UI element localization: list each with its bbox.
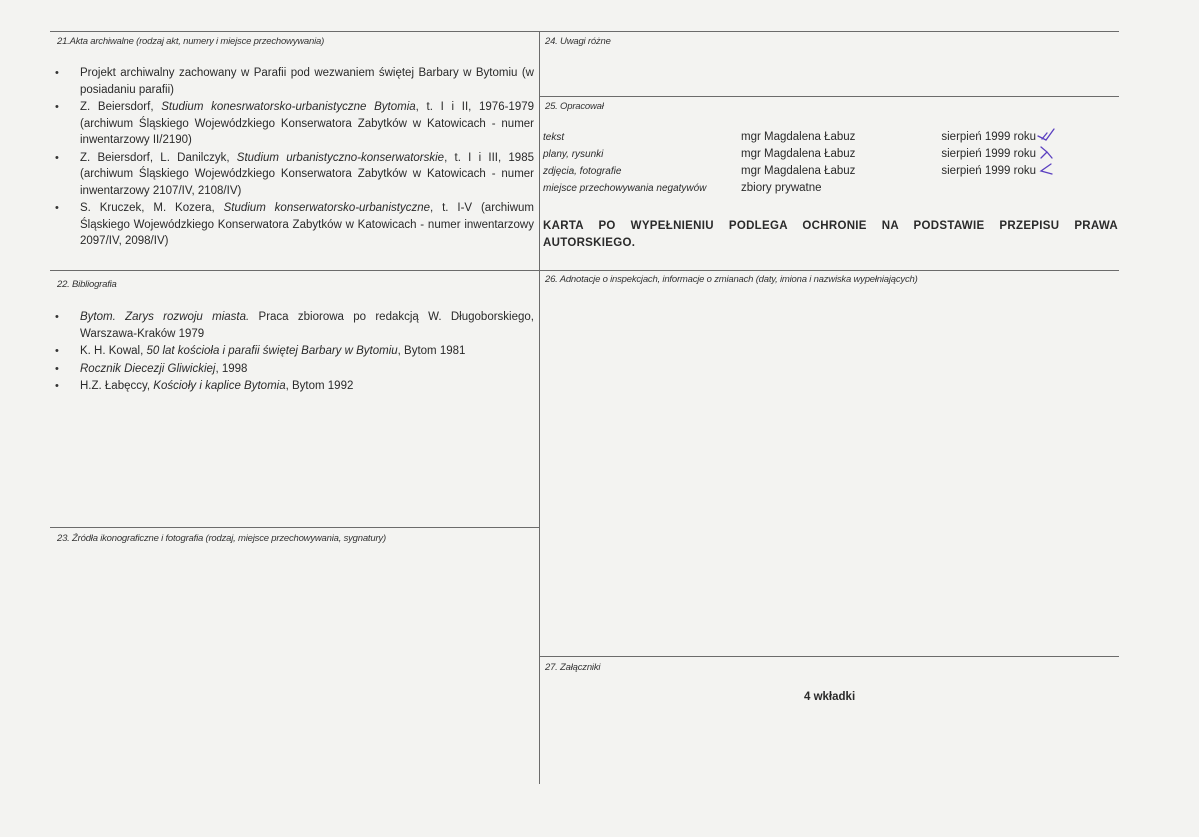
title-italic: Rocznik Diecezji Gliwickiej <box>80 362 216 375</box>
list-item <box>52 99 534 149</box>
text: K. H. Kowal, <box>80 345 147 357</box>
title-italic: Studium konesrwatorsko-urbanistyczne Bytomia <box>161 101 416 113</box>
section-24-header: 24. Uwagi różne <box>545 36 611 47</box>
title-italic: Studium konserwatorsko-urbanistyczne <box>223 202 430 214</box>
title-italic: Studium urbanistyczno-konserwatorskie <box>236 151 445 164</box>
title-italic: Bytom. Zarys rozwoju miasta. <box>80 311 250 323</box>
section-27-header: 27. Załączniki <box>545 662 601 673</box>
section-22-header: 22. Bibliografia <box>57 279 117 290</box>
list-item <box>52 361 534 378</box>
author-name: zbiory prywatne <box>741 182 822 194</box>
text: , Bytom 1981 <box>397 345 466 357</box>
author-name: mgr Magdalena Łabuz <box>741 165 856 177</box>
section-22-list <box>52 309 534 395</box>
attachments-value: 4 wkładki <box>804 691 856 703</box>
author-role-label: plany, rysunki <box>543 149 604 160</box>
text: Z. Beiersdorf, L. Danilczyk, <box>80 151 237 164</box>
section-21-header: 21.Akta archiwalne (rodzaj akt, numery i miejsce przechowywania) <box>57 36 325 47</box>
title-italic: Kościoły i kaplice Bytomia <box>153 380 286 392</box>
rule-s27-top <box>540 656 1119 657</box>
section-26-header: 26. Adnotacje o inspekcjach, informacje o zmianach (daty, imiona i nazwiska wypełniających) <box>545 274 918 285</box>
initials-mark-icon <box>1037 144 1055 160</box>
section-21-list <box>52 65 534 250</box>
text: , t. I i II, 1976-1979 (archiwum Śląskiego Wojewódzkiego Konserwatora Zabytków w Katowicach - numer inwentarzowy II/2190) <box>80 101 535 146</box>
text: , t. I-V (archiwum Śląskiego Wojewódzkiego Konserwatora Zabytków w Katowicach - numer inwentarzowy 2097/IV, 2098/IV) <box>80 202 534 247</box>
rule-s25-top <box>540 96 1119 97</box>
list-item <box>52 150 534 200</box>
copyright-note <box>543 218 1118 252</box>
author-name: mgr Magdalena Łabuz <box>741 131 856 143</box>
rule-s24-top <box>540 31 1119 32</box>
rule-s22-top <box>50 270 540 271</box>
text: , Bytom 1992 <box>285 380 354 392</box>
rule-column-divider <box>539 31 540 784</box>
text: Praca zbiorowa po redakcją W. Długoborskiego, Warszawa-Kraków 1979 <box>80 311 534 340</box>
author-role-label: tekst <box>543 132 565 143</box>
rule-s23-top <box>50 527 540 528</box>
text: , t. I i III, 1985 (archiwum Śląskiego Wojewódzkiego Konserwatora Zabytków w Katowicach - numer inwentarzowy 2107/IV, 2108/IV) <box>80 151 534 197</box>
author-role-label: miejsce przechowywania negatywów <box>543 183 707 194</box>
list-item <box>52 309 534 342</box>
initials-mark-icon <box>1037 161 1055 177</box>
copyright-note-text: KARTA PO WYPEŁNIENIU PODLEGA OCHRONIE NA PODSTAWIE PRZEPISU PRAWA AUTORSKIEGO. <box>543 220 1118 249</box>
section-23-header: 23. Źródła ikonograficzne i fotografia (rodzaj, miejsce przechowywania, sygnatury) <box>57 533 386 544</box>
text: Z. Beiersdorf, <box>80 101 162 113</box>
section-25-header: 25. Opracował <box>545 101 604 112</box>
list-item <box>52 378 534 395</box>
rule-s21-top <box>50 31 540 32</box>
author-name: mgr Magdalena Łabuz <box>741 148 856 160</box>
text: , 1998 <box>215 362 248 375</box>
author-role-label: zdjęcia, fotografie <box>543 166 622 177</box>
initials-mark-icon <box>1037 127 1055 143</box>
list-item <box>52 200 534 250</box>
list-item <box>52 65 534 98</box>
text: S. Kruczek, M. Kozera, <box>80 202 224 214</box>
author-date: sierpień 1999 roku <box>941 165 1036 177</box>
text: Projekt archiwalny zachowany w Parafii pod wezwaniem świętej Barbary w Bytomiu (w posiadaniu parafii) <box>80 67 534 96</box>
title-italic: 50 lat kościoła i parafii świętej Barbary w Bytomiu <box>146 345 398 357</box>
author-date: sierpień 1999 roku <box>941 148 1036 160</box>
text: H.Z. Łabęccy, <box>80 380 154 392</box>
author-date: sierpień 1999 roku <box>941 131 1036 143</box>
list-item <box>52 343 534 360</box>
rule-s26-top <box>540 270 1119 271</box>
